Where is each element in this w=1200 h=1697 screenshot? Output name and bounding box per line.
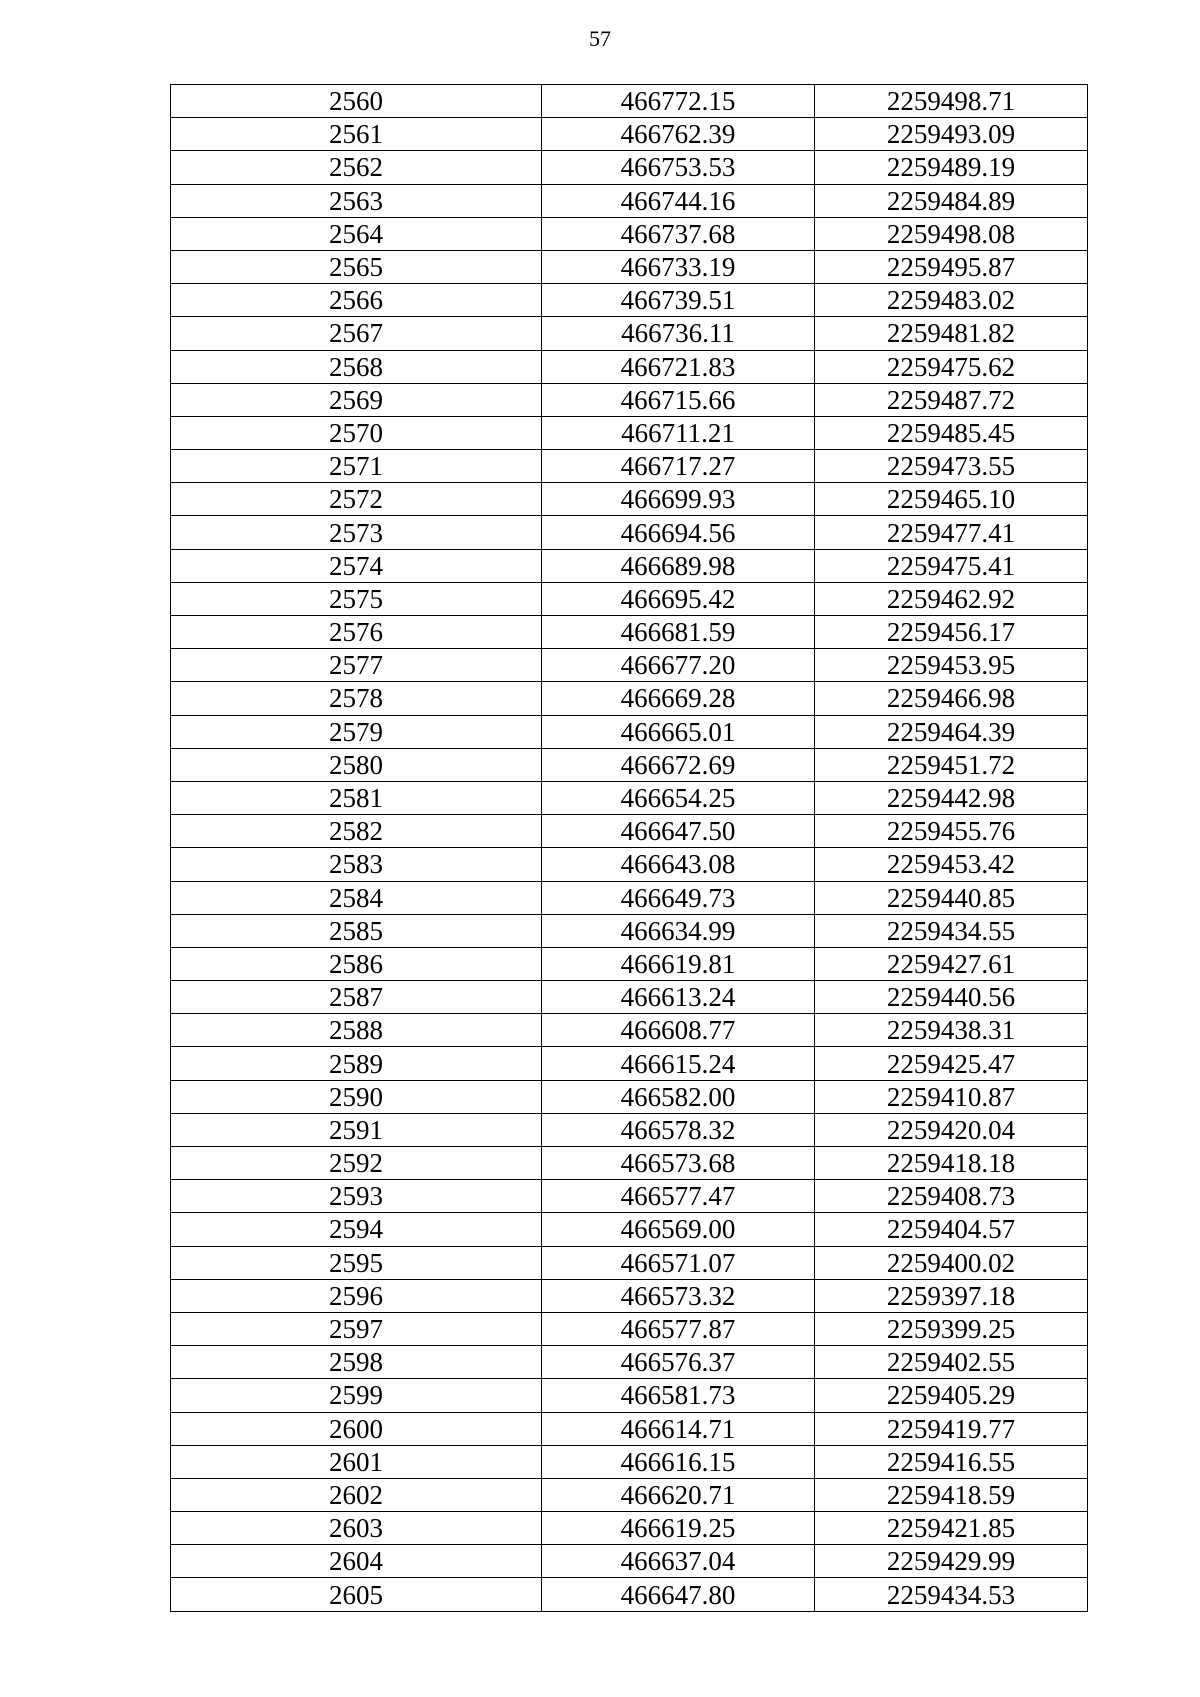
y-coordinate-cell: 2259419.77	[815, 1412, 1088, 1445]
y-coordinate-cell: 2259425.47	[815, 1047, 1088, 1080]
x-coordinate-cell: 466616.15	[542, 1445, 815, 1478]
table-row	[171, 914, 1088, 947]
point-number-cell: 2602	[171, 1478, 542, 1511]
x-coordinate-cell: 466576.37	[542, 1346, 815, 1379]
coordinate-table-body	[171, 85, 1088, 1612]
table-row	[171, 748, 1088, 781]
point-number-cell: 2586	[171, 947, 542, 980]
y-coordinate-cell: 2259408.73	[815, 1180, 1088, 1213]
point-number-cell: 2594	[171, 1213, 542, 1246]
y-coordinate-cell: 2259495.87	[815, 250, 1088, 283]
y-coordinate-cell: 2259477.41	[815, 516, 1088, 549]
table-row	[171, 1512, 1088, 1545]
y-coordinate-cell: 2259466.98	[815, 682, 1088, 715]
table-row	[171, 1412, 1088, 1445]
y-coordinate-cell: 2259489.19	[815, 151, 1088, 184]
x-coordinate-cell: 466649.73	[542, 881, 815, 914]
y-coordinate-cell: 2259484.89	[815, 184, 1088, 217]
table-row	[171, 947, 1088, 980]
x-coordinate-cell: 466573.68	[542, 1147, 815, 1180]
point-number-cell: 2561	[171, 118, 542, 151]
y-coordinate-cell: 2259498.08	[815, 217, 1088, 250]
table-row	[171, 1180, 1088, 1213]
y-coordinate-cell: 2259440.56	[815, 981, 1088, 1014]
table-row	[171, 781, 1088, 814]
table-row	[171, 284, 1088, 317]
y-coordinate-cell: 2259399.25	[815, 1312, 1088, 1345]
table-row	[171, 582, 1088, 615]
table-row	[171, 1080, 1088, 1113]
x-coordinate-cell: 466717.27	[542, 450, 815, 483]
table-row	[171, 250, 1088, 283]
point-number-cell: 2567	[171, 317, 542, 350]
x-coordinate-cell: 466715.66	[542, 383, 815, 416]
point-number-cell: 2569	[171, 383, 542, 416]
y-coordinate-cell: 2259421.85	[815, 1512, 1088, 1545]
y-coordinate-cell: 2259451.72	[815, 748, 1088, 781]
x-coordinate-cell: 466672.69	[542, 748, 815, 781]
table-row	[171, 1047, 1088, 1080]
x-coordinate-cell: 466699.93	[542, 483, 815, 516]
y-coordinate-cell: 2259483.02	[815, 284, 1088, 317]
point-number-cell: 2603	[171, 1512, 542, 1545]
x-coordinate-cell: 466762.39	[542, 118, 815, 151]
y-coordinate-cell: 2259418.59	[815, 1478, 1088, 1511]
table-row	[171, 715, 1088, 748]
y-coordinate-cell: 2259427.61	[815, 947, 1088, 980]
y-coordinate-cell: 2259475.41	[815, 549, 1088, 582]
point-number-cell: 2581	[171, 781, 542, 814]
x-coordinate-cell: 466711.21	[542, 416, 815, 449]
x-coordinate-cell: 466665.01	[542, 715, 815, 748]
point-number-cell: 2583	[171, 848, 542, 881]
x-coordinate-cell: 466669.28	[542, 682, 815, 715]
point-number-cell: 2604	[171, 1545, 542, 1578]
x-coordinate-cell: 466614.71	[542, 1412, 815, 1445]
point-number-cell: 2577	[171, 649, 542, 682]
table-row	[171, 151, 1088, 184]
coordinate-table	[170, 84, 1088, 1612]
y-coordinate-cell: 2259434.55	[815, 914, 1088, 947]
point-number-cell: 2580	[171, 748, 542, 781]
point-number-cell: 2592	[171, 1147, 542, 1180]
x-coordinate-cell: 466695.42	[542, 582, 815, 615]
point-number-cell: 2566	[171, 284, 542, 317]
y-coordinate-cell: 2259455.76	[815, 815, 1088, 848]
y-coordinate-cell: 2259404.57	[815, 1213, 1088, 1246]
point-number-cell: 2574	[171, 549, 542, 582]
table-row	[171, 1312, 1088, 1345]
point-number-cell: 2593	[171, 1180, 542, 1213]
x-coordinate-cell: 466737.68	[542, 217, 815, 250]
table-row	[171, 118, 1088, 151]
x-coordinate-cell: 466736.11	[542, 317, 815, 350]
x-coordinate-cell: 466654.25	[542, 781, 815, 814]
point-number-cell: 2584	[171, 881, 542, 914]
table-row	[171, 815, 1088, 848]
table-row	[171, 1213, 1088, 1246]
table-row	[171, 1578, 1088, 1611]
point-number-cell: 2589	[171, 1047, 542, 1080]
point-number-cell: 2591	[171, 1113, 542, 1146]
table-row	[171, 450, 1088, 483]
table-row	[171, 85, 1088, 118]
y-coordinate-cell: 2259416.55	[815, 1445, 1088, 1478]
point-number-cell: 2563	[171, 184, 542, 217]
x-coordinate-cell: 466619.25	[542, 1512, 815, 1545]
y-coordinate-cell: 2259434.53	[815, 1578, 1088, 1611]
point-number-cell: 2595	[171, 1246, 542, 1279]
point-number-cell: 2598	[171, 1346, 542, 1379]
point-number-cell: 2597	[171, 1312, 542, 1345]
point-number-cell: 2582	[171, 815, 542, 848]
point-number-cell: 2573	[171, 516, 542, 549]
y-coordinate-cell: 2259465.10	[815, 483, 1088, 516]
x-coordinate-cell: 466620.71	[542, 1478, 815, 1511]
y-coordinate-cell: 2259464.39	[815, 715, 1088, 748]
point-number-cell: 2568	[171, 350, 542, 383]
x-coordinate-cell: 466634.99	[542, 914, 815, 947]
x-coordinate-cell: 466582.00	[542, 1080, 815, 1113]
point-number-cell: 2564	[171, 217, 542, 250]
y-coordinate-cell: 2259498.71	[815, 85, 1088, 118]
point-number-cell: 2585	[171, 914, 542, 947]
x-coordinate-cell: 466744.16	[542, 184, 815, 217]
table-row	[171, 881, 1088, 914]
table-row	[171, 848, 1088, 881]
y-coordinate-cell: 2259400.02	[815, 1246, 1088, 1279]
y-coordinate-cell: 2259493.09	[815, 118, 1088, 151]
x-coordinate-cell: 466581.73	[542, 1379, 815, 1412]
table-row	[171, 1014, 1088, 1047]
point-number-cell: 2572	[171, 483, 542, 516]
point-number-cell: 2562	[171, 151, 542, 184]
table-row	[171, 217, 1088, 250]
x-coordinate-cell: 466753.53	[542, 151, 815, 184]
x-coordinate-cell: 466608.77	[542, 1014, 815, 1047]
x-coordinate-cell: 466637.04	[542, 1545, 815, 1578]
table-row	[171, 981, 1088, 1014]
point-number-cell: 2560	[171, 85, 542, 118]
point-number-cell: 2596	[171, 1279, 542, 1312]
x-coordinate-cell: 466577.87	[542, 1312, 815, 1345]
table-row	[171, 383, 1088, 416]
page-number: 57	[589, 26, 611, 51]
table-row	[171, 416, 1088, 449]
y-coordinate-cell: 2259456.17	[815, 616, 1088, 649]
table-row	[171, 549, 1088, 582]
point-number-cell: 2587	[171, 981, 542, 1014]
y-coordinate-cell: 2259418.18	[815, 1147, 1088, 1180]
x-coordinate-cell: 466569.00	[542, 1213, 815, 1246]
y-coordinate-cell: 2259429.99	[815, 1545, 1088, 1578]
table-row	[171, 1346, 1088, 1379]
x-coordinate-cell: 466647.80	[542, 1578, 815, 1611]
table-row	[171, 616, 1088, 649]
x-coordinate-cell: 466772.15	[542, 85, 815, 118]
point-number-cell: 2601	[171, 1445, 542, 1478]
x-coordinate-cell: 466573.32	[542, 1279, 815, 1312]
y-coordinate-cell: 2259438.31	[815, 1014, 1088, 1047]
x-coordinate-cell: 466721.83	[542, 350, 815, 383]
point-number-cell: 2579	[171, 715, 542, 748]
table-row	[171, 1379, 1088, 1412]
point-number-cell: 2570	[171, 416, 542, 449]
x-coordinate-cell: 466677.20	[542, 649, 815, 682]
table-row	[171, 649, 1088, 682]
x-coordinate-cell: 466615.24	[542, 1047, 815, 1080]
y-coordinate-cell: 2259487.72	[815, 383, 1088, 416]
x-coordinate-cell: 466694.56	[542, 516, 815, 549]
point-number-cell: 2578	[171, 682, 542, 715]
point-number-cell: 2576	[171, 616, 542, 649]
table-row	[171, 350, 1088, 383]
x-coordinate-cell: 466577.47	[542, 1180, 815, 1213]
x-coordinate-cell: 466571.07	[542, 1246, 815, 1279]
table-row	[171, 682, 1088, 715]
x-coordinate-cell: 466647.50	[542, 815, 815, 848]
y-coordinate-cell: 2259453.42	[815, 848, 1088, 881]
y-coordinate-cell: 2259475.62	[815, 350, 1088, 383]
table-row	[171, 483, 1088, 516]
y-coordinate-cell: 2259420.04	[815, 1113, 1088, 1146]
x-coordinate-cell: 466578.32	[542, 1113, 815, 1146]
y-coordinate-cell: 2259440.85	[815, 881, 1088, 914]
table-row	[171, 317, 1088, 350]
x-coordinate-cell: 466681.59	[542, 616, 815, 649]
table-row	[171, 184, 1088, 217]
table-row	[171, 1113, 1088, 1146]
y-coordinate-cell: 2259442.98	[815, 781, 1088, 814]
x-coordinate-cell: 466739.51	[542, 284, 815, 317]
point-number-cell: 2605	[171, 1578, 542, 1611]
y-coordinate-cell: 2259481.82	[815, 317, 1088, 350]
y-coordinate-cell: 2259410.87	[815, 1080, 1088, 1113]
table-row	[171, 1445, 1088, 1478]
y-coordinate-cell: 2259397.18	[815, 1279, 1088, 1312]
table-row	[171, 1147, 1088, 1180]
x-coordinate-cell: 466619.81	[542, 947, 815, 980]
y-coordinate-cell: 2259402.55	[815, 1346, 1088, 1379]
point-number-cell: 2600	[171, 1412, 542, 1445]
table-row	[171, 1246, 1088, 1279]
table-row	[171, 1478, 1088, 1511]
y-coordinate-cell: 2259485.45	[815, 416, 1088, 449]
y-coordinate-cell: 2259453.95	[815, 649, 1088, 682]
x-coordinate-cell: 466733.19	[542, 250, 815, 283]
table-row	[171, 1279, 1088, 1312]
table-row	[171, 516, 1088, 549]
table-row	[171, 1545, 1088, 1578]
point-number-cell: 2565	[171, 250, 542, 283]
x-coordinate-cell: 466643.08	[542, 848, 815, 881]
point-number-cell: 2588	[171, 1014, 542, 1047]
x-coordinate-cell: 466613.24	[542, 981, 815, 1014]
point-number-cell: 2571	[171, 450, 542, 483]
point-number-cell: 2590	[171, 1080, 542, 1113]
x-coordinate-cell: 466689.98	[542, 549, 815, 582]
y-coordinate-cell: 2259405.29	[815, 1379, 1088, 1412]
y-coordinate-cell: 2259473.55	[815, 450, 1088, 483]
point-number-cell: 2575	[171, 582, 542, 615]
y-coordinate-cell: 2259462.92	[815, 582, 1088, 615]
point-number-cell: 2599	[171, 1379, 542, 1412]
